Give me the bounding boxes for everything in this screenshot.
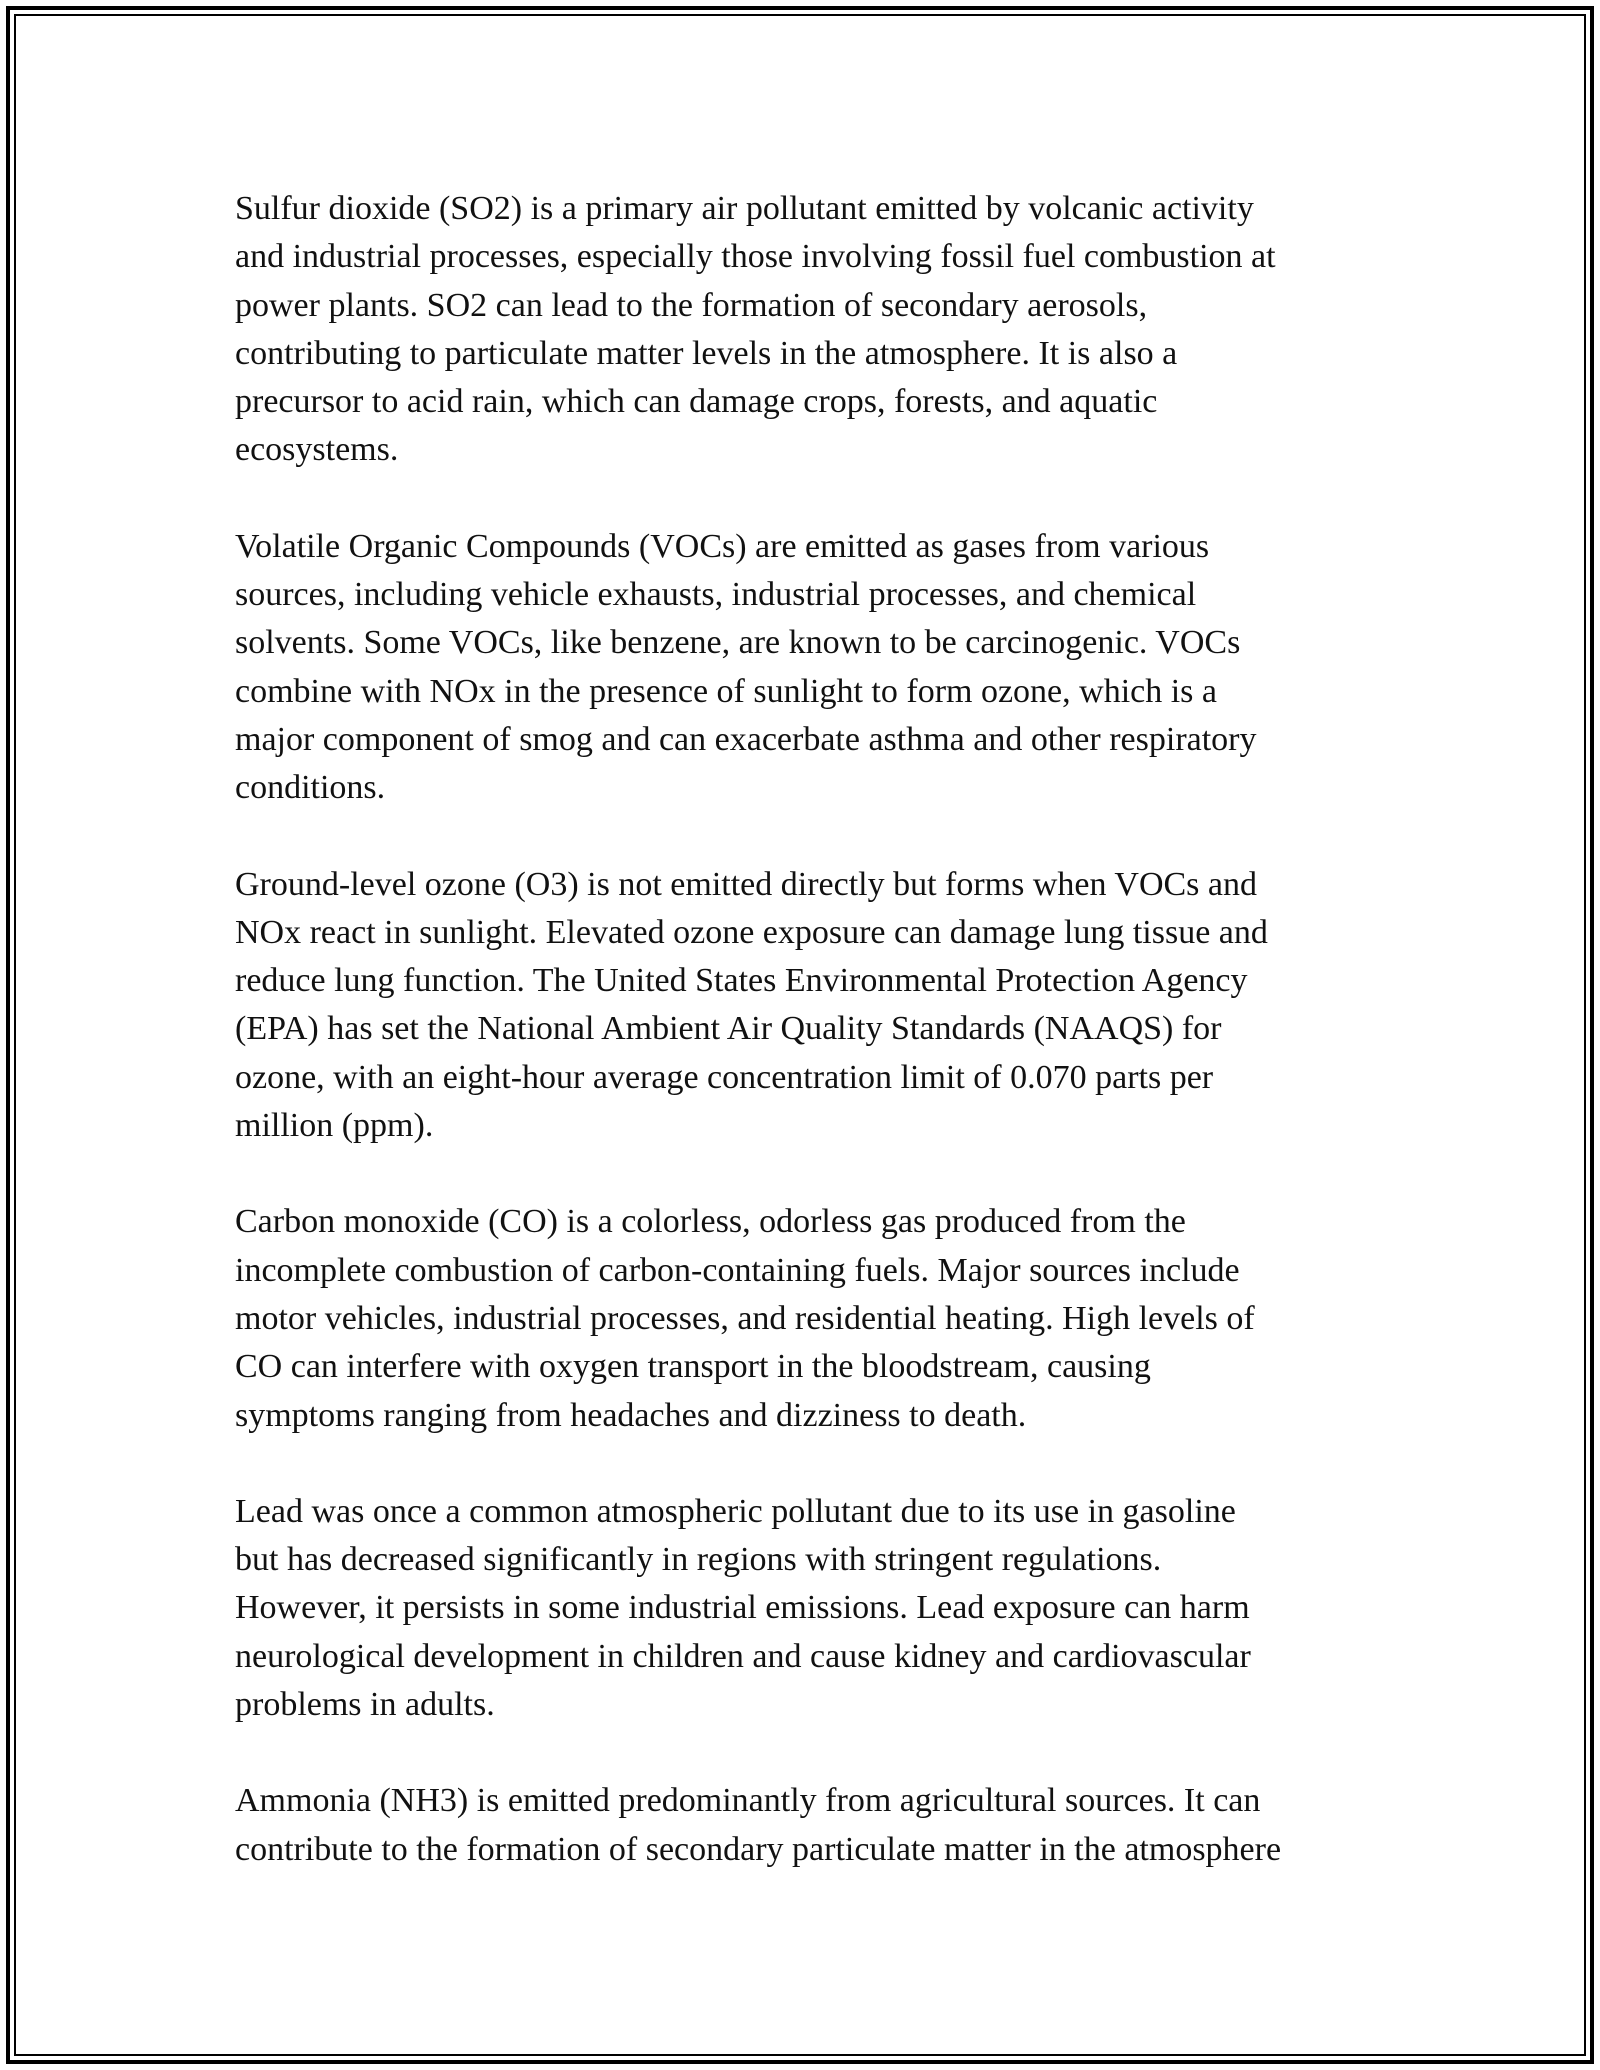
paragraph-vocs: Volatile Organic Compounds (VOCs) are emitted as gases from various sources, including vehicle exhausts, industrial processes, and chemical solvents. Some VOCs, like benzene, are known to be carcinogenic. VOCs combine with NOx in the presence of sunlight to form ozone, which is a major component of smog and can exacerbate asthma and other respiratory conditions. bbox=[235, 527, 1257, 807]
paragraph-ozone: Ground-level ozone (O3) is not emitted directly but forms when VOCs and NOx react in sunlight. Elevated ozone exposure can damage lung tissue and reduce lung function. The United States Environmental Protection Agency (EPA) has set the National Ambient Air Quality Standards (NAAQS) for ozone, with an eight-hour average concentration limit of 0.070 parts per million (ppm). bbox=[235, 865, 1268, 1145]
paragraph-ammonia: Ammonia (NH3) is emitted predominantly from agricultural sources. It can contribute to the formation of secondary particulate matter in the atmosphere bbox=[235, 1782, 1282, 1868]
document-body bbox=[235, 185, 1375, 1922]
paragraph-carbon-monoxide: Carbon monoxide (CO) is a colorless, odorless gas produced from the incomplete combustion of carbon-containing fuels. Major sources include motor vehicles, industrial processes, and residential heating. High levels of CO can interfere with oxygen transport in the bloodstream, causing symptoms ranging from headaches and dizziness to death. bbox=[235, 1203, 1255, 1434]
paragraph-lead: Lead was once a common atmospheric pollutant due to its use in gasoline but has decreased significantly in regions with stringent regulations. However, it persists in some industrial emissions. Lead exposure can harm neurological development in children and cause kidney and cardiovascular problems in adults. bbox=[235, 1492, 1251, 1724]
paragraph-sulfur-dioxide: Sulfur dioxide (SO2) is a primary air pollutant emitted by volcanic activity and industrial processes, especially those involving fossil fuel combustion at power plants. SO2 can lead to the formation of secondary aerosols, contributing to particulate matter levels in the atmosphere. It is also a precursor to acid rain, which can damage crops, forests, and aquatic ecosystems. bbox=[235, 190, 1276, 469]
